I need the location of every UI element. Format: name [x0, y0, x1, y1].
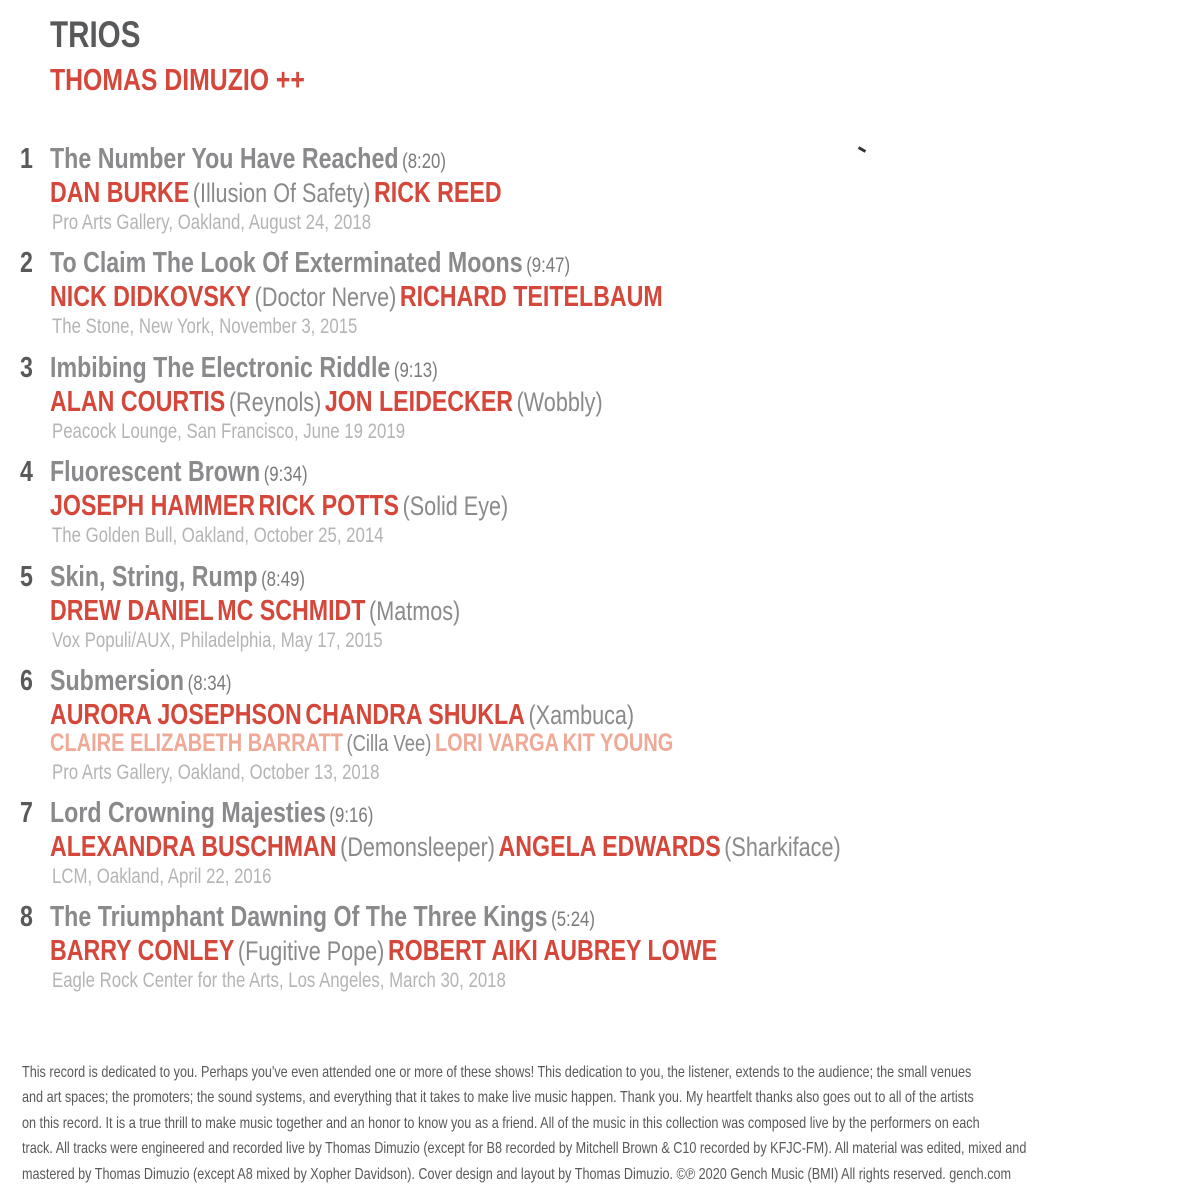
track-duration: (8:49) — [261, 568, 305, 591]
track-venue: Eagle Rock Center for the Arts, Los Angeles, March 30, 2018 — [52, 969, 506, 992]
track-number: 2 — [20, 247, 33, 279]
liner-notes-line: mastered by Thomas Dimuzio (except A8 mixed by Xopher Davidson). Cover design and layout by Thomas Dimuzio. ©℗ 2020 Gench Music (BMI) All rights reserved. gench.com — [22, 1165, 1012, 1183]
performer-name: MC SCHMIDT — [217, 595, 366, 627]
performer-group: (Reynols) — [228, 387, 322, 417]
track-duration: (8:20) — [402, 150, 446, 173]
track-duration: (8:34) — [187, 672, 232, 695]
liner-notes-line: on this record. It is a true thrill to make music together and an honor to know you as a friend. All of the music in this collection was composed live by the performers on each — [22, 1114, 980, 1132]
performer-name: ALEXANDRA BUSCHMAN — [50, 831, 337, 863]
track-venue: Peacock Lounge, San Francisco, June 19 2019 — [52, 420, 406, 443]
performer-name: CLAIRE ELIZABETH BARRATT — [50, 729, 343, 757]
performer-name: RICK POTTS — [258, 490, 400, 522]
track-title: Lord Crowning Majesties — [50, 797, 326, 829]
liner-notes — [22, 1060, 1140, 1187]
album-title: TRIOS — [50, 14, 141, 55]
track-venue: The Golden Bull, Oakland, October 25, 2014 — [52, 524, 384, 547]
performer-group: (Demonsleeper) — [340, 832, 495, 862]
track-number: 4 — [20, 456, 33, 488]
performer-name: JON LEIDECKER — [324, 386, 514, 418]
track-title: Submersion — [50, 665, 185, 697]
track-number: 7 — [20, 797, 33, 829]
performer-group: (Doctor Nerve) — [254, 282, 397, 312]
track-performers — [50, 726, 673, 760]
liner-notes-line: and art spaces; the promoters; the sound systems, and everything that it takes to make live music happen. Thank you. My heartfelt thanks also goes out to all of the artists — [22, 1089, 974, 1107]
track-duration: (9:13) — [393, 359, 438, 382]
track-performers — [50, 830, 841, 864]
track-number: 1 — [20, 143, 33, 175]
performer-group: (Solid Eye) — [402, 491, 509, 521]
performer-name: ROBERT AIKI AUBREY LOWE — [387, 935, 718, 967]
track-venue: LCM, Oakland, April 22, 2016 — [52, 865, 272, 888]
performer-name: ANGELA EDWARDS — [498, 831, 721, 863]
performer-name: NICK DIDKOVSKY — [50, 281, 252, 313]
track-performers — [50, 176, 502, 210]
liner-notes-line: track. All tracks were engineered and recorded live by Thomas Dimuzio (except for B8 recorded by Mitchell Brown & C10 recorded by KFJC-FM). All material was edited, mixed and — [22, 1140, 1027, 1158]
track-performers — [50, 385, 603, 419]
track-venue: Vox Populi/AUX, Philadelphia, May 17, 2015 — [52, 629, 383, 652]
track-duration: (9:47) — [526, 254, 571, 277]
track-title: Skin, String, Rump — [50, 561, 258, 593]
track-title: To Claim The Look Of Exterminated Moons — [50, 247, 523, 279]
track-title: Imbibing The Electronic Riddle — [50, 352, 391, 384]
performer-group: (Matmos) — [369, 596, 461, 626]
album-artist: THOMAS DIMUZIO ++ — [50, 62, 305, 97]
track-duration: (9:34) — [263, 463, 308, 486]
track-title: Fluorescent Brown — [50, 456, 261, 488]
performer-group: (Illusion Of Safety) — [192, 178, 371, 208]
track-performers — [50, 594, 460, 628]
performer-name: RICHARD TEITELBAUM — [399, 281, 663, 313]
stray-mark — [858, 146, 866, 153]
performer-group: (Fugitive Pope) — [237, 936, 385, 966]
track-title: The Triumphant Dawning Of The Three Kings — [50, 901, 548, 933]
performer-name: ALAN COURTIS — [50, 386, 226, 418]
performer-group: (Cilla Vee) — [346, 730, 432, 756]
performer-name: RICK REED — [373, 177, 502, 209]
track-performers — [50, 934, 717, 968]
performer-group: (Sharkiface) — [724, 832, 841, 862]
performer-name: LORI VARGA — [434, 729, 560, 757]
track-number: 8 — [20, 901, 33, 933]
track-duration: (5:24) — [551, 908, 595, 931]
track-title: The Number You Have Reached — [50, 143, 399, 175]
track-venue: The Stone, New York, November 3, 2015 — [52, 315, 358, 338]
track-performers — [50, 489, 508, 523]
performer-name: BARRY CONLEY — [50, 935, 235, 967]
track-number: 6 — [20, 665, 33, 697]
performer-name: KIT YOUNG — [562, 729, 674, 757]
track-number: 3 — [20, 352, 33, 384]
performer-name: DAN BURKE — [50, 177, 190, 209]
performer-name: DREW DANIEL — [50, 595, 214, 627]
performer-name: AURORA JOSEPHSON — [50, 699, 302, 731]
performer-group: (Wobbly) — [516, 387, 603, 417]
track-venue: Pro Arts Gallery, Oakland, October 13, 2018 — [52, 761, 380, 784]
performer-group: (Xambuca) — [528, 700, 635, 730]
track-duration: (9:16) — [329, 804, 374, 827]
track-performers — [50, 280, 663, 314]
liner-notes-line: This record is dedicated to you. Perhaps you've even attended one or more of these shows! This dedication to you, the listener, extends to the audience; the small venues — [22, 1064, 972, 1081]
track-number: 5 — [20, 561, 33, 593]
performer-name: JOSEPH HAMMER — [50, 490, 255, 522]
track-venue: Pro Arts Gallery, Oakland, August 24, 2018 — [52, 211, 372, 234]
performer-name: CHANDRA SHUKLA — [305, 699, 525, 731]
